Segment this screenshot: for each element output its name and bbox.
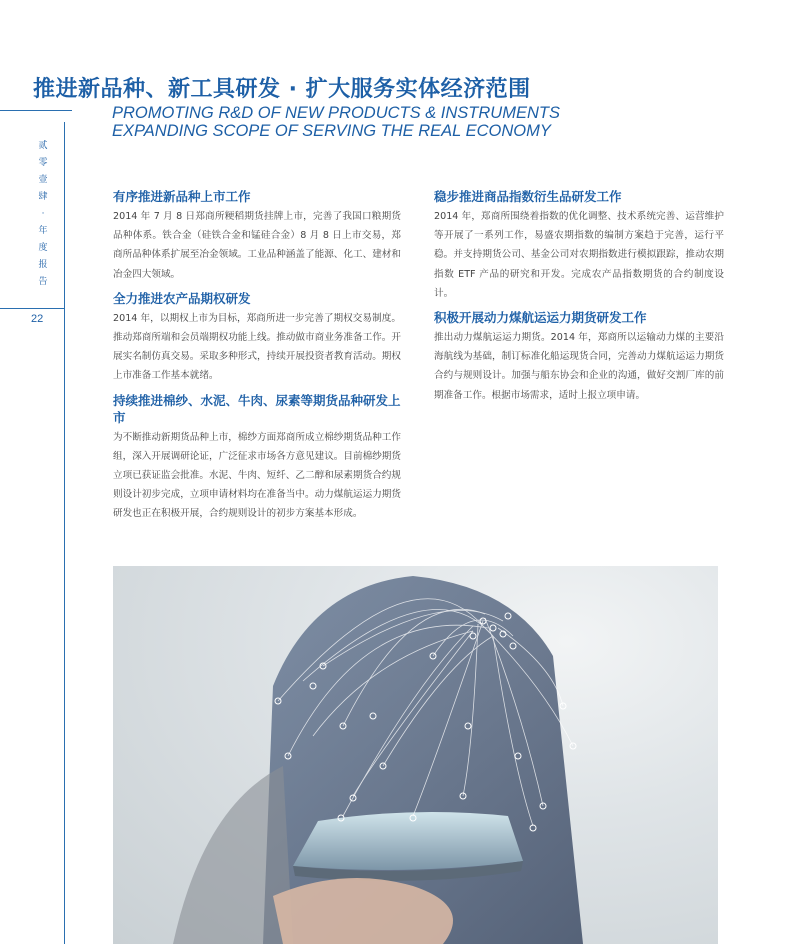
section-heading: 有序推进新品种上市工作	[113, 189, 251, 204]
section-freight-futures	[434, 309, 724, 405]
section-body: 2014 年，以期权上市为目标，郑商所进一步完善了期权交易制度。推动郑商所端和会员端期权功能上线。推动做市商业务准备工作。开展实名制仿真交易。采取多种形式，持续开展投资者教育活动。期权上市准备工作基本就绪。	[113, 312, 401, 382]
section-index-derivatives	[434, 188, 724, 303]
page-number-rule	[0, 308, 64, 309]
section-body: 为不断推动新期货品种上市，棉纱方面郑商所成立棉纱期货品种工作组，深入开展调研论证，广泛征求市场各方意见建议。目前棉纱期货立项已获证监会批准。水泥、牛肉、短纤、乙二醇和尿素期货合约规则设计初步完成，立项申请材料均在准备当中。动力煤航运运力期货研发也正在积极开展，合约规则设计的初步方案基本形成。	[113, 431, 401, 520]
section-heading: 稳步推进商品指数衍生品研发工作	[434, 189, 622, 204]
annual-report-vertical-label	[36, 138, 50, 291]
left-column	[113, 188, 401, 530]
page-title: 推进新品种、新工具研发 · 扩大服务实体经济范围	[33, 77, 531, 102]
side-char: 壹	[38, 175, 48, 185]
section-body: 推出动力煤航运运力期货。2014 年，郑商所以运输动力煤的主要沿海航线为基础，制订标准化船运现货合同，完善动力煤航运运力期货合约与规则设计。加强与船东协会和企业的沟通，做好交割厂库的前期准备工作。根据市场需求，适时上报立项申请。	[434, 332, 724, 401]
section-body: 2014 年，郑商所围绕着指数的优化调整、技术系统完善、运营维护等开展了一系列工作，易盛农期指数的编制方案趋于完善，运行平稳。并支持期货公司、基金公司对农期指数进行模拟跟踪，推动农期指数 ETF 产品的研究和开发。完成农产品指数期货的合约制度设计。	[434, 211, 724, 299]
section-cotton-yarn	[113, 392, 401, 524]
margin-rule	[64, 122, 65, 944]
title-rule	[0, 110, 72, 111]
section-options	[113, 290, 401, 386]
side-char: 肆	[38, 192, 48, 202]
subtitle-line-2: EXPANDING SCOPE OF SERVING THE REAL ECONOMY	[112, 122, 551, 140]
section-new-products	[113, 188, 401, 284]
side-char: 报	[38, 260, 48, 270]
right-column	[434, 188, 724, 411]
section-heading: 积极开展动力煤航运运力期货研发工作	[434, 310, 647, 326]
side-char: 度	[38, 243, 48, 253]
page-subtitle-en	[112, 104, 560, 140]
side-char: 贰	[38, 141, 48, 151]
side-char: 年	[38, 226, 48, 236]
tablet-network-photo	[113, 566, 718, 944]
side-char: 告	[38, 277, 48, 287]
side-char: 零	[38, 158, 48, 168]
section-heading: 全力推进农产品期权研发	[113, 290, 251, 306]
side-char: ·	[41, 209, 45, 219]
subtitle-line-1: PROMOTING R&D OF NEW PRODUCTS & INSTRUMENTS	[112, 104, 560, 122]
section-body: 2014 年 7 月 8 日郑商所粳稻期货挂牌上市，完善了我国口粮期货品种体系。铁合金（硅铁合金和锰硅合金）8 月 8 日上市交易，郑商所品种体系扩展至冶金领域。工业品种涵盖了能源、化工、建材和冶金四大领域。	[113, 211, 401, 280]
photo-illustration	[113, 566, 718, 944]
section-heading: 持续推进棉纱、水泥、牛肉、尿素等期货品种研发上市	[113, 392, 401, 425]
page-number: 22	[31, 313, 44, 325]
